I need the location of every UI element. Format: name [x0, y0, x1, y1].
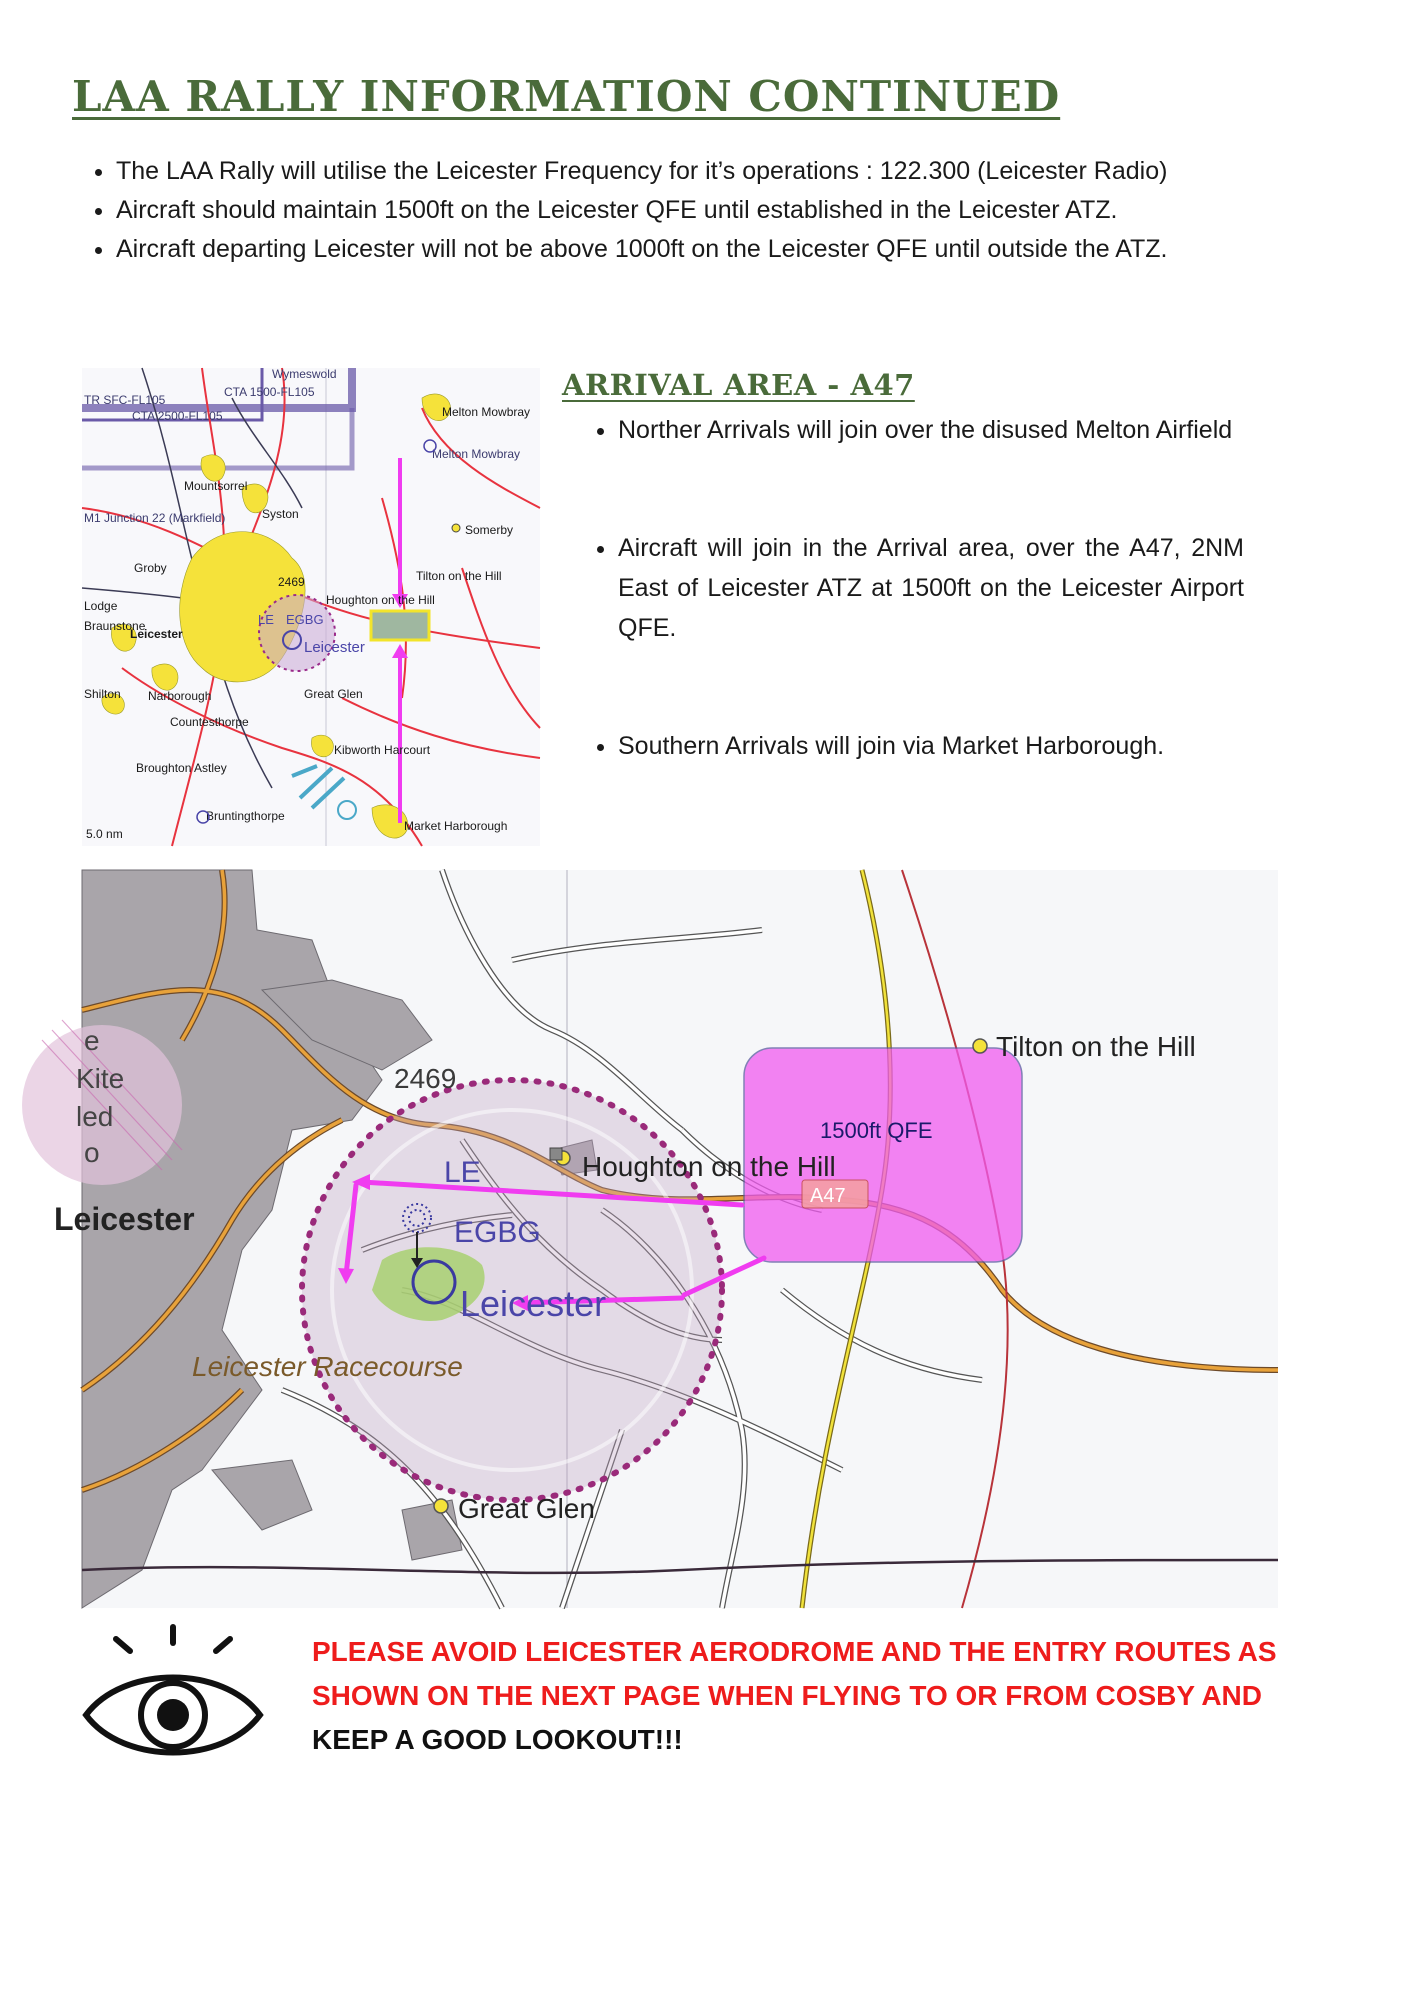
large-map-label-tilton: Tilton on the Hill — [996, 1031, 1196, 1062]
small-map-label-broughton: Broughton Astley — [136, 761, 227, 775]
large-map-label-edge-e: e — [84, 1025, 100, 1056]
small-map-label-melton: Melton Mowbray — [442, 405, 531, 419]
small-map-label-alt: 2469 — [278, 575, 305, 589]
large-map-label-egbg: EGBG — [454, 1216, 541, 1249]
small-map-label-tilton: Tilton on the Hill — [416, 569, 502, 583]
small-map-label-countesthorpe: Countesthorpe — [170, 715, 249, 729]
small-map-label-somerby: Somerby — [465, 523, 514, 537]
small-map-label-great-glen: Great Glen — [304, 687, 363, 701]
small-map-label-shilton: Shilton — [84, 687, 121, 701]
large-map-label-edge-o: o — [84, 1137, 100, 1168]
bullet-frequency: • The LAA Rally will utilise the Leicester Frequency for it’s operations : 122.300 (Leicester Radio) — [116, 152, 1318, 191]
warning-red-text: PLEASE AVOID LEICESTER AERODROME AND THE ENTRY ROUTES AS SHOWN ON THE NEXT PAGE WHEN FLYING TO OR FROM COSBY AND — [312, 1636, 1277, 1711]
large-map-label-racecourse: Leicester Racecourse — [192, 1351, 463, 1382]
small-map-label-leicester-city: Leicester — [130, 627, 183, 641]
large-map-label-road: A47 — [810, 1185, 846, 1207]
small-map-label-bruntingthorpe: Bruntingthorpe — [206, 809, 285, 823]
small-map-label-sfc: TR SFC-FL105 — [84, 393, 166, 407]
small-map-label-houghton: Houghton on the Hill — [326, 593, 435, 607]
small-map-label-narborough: Narborough — [148, 689, 212, 703]
arrival-area-title: ARRIVAL AREA - A47 — [562, 368, 915, 402]
arrival-a47: • Aircraft will join in the Arrival area, over the A47, 2NM East of Leicester ATZ at 1500ft on the Leicester Airport QFE. — [618, 528, 1244, 648]
small-map-label-cta2: CTA 2500-FL105 — [132, 409, 223, 423]
eye-icon — [78, 1625, 268, 1765]
large-map-label-area-alt: 1500ft QFE — [820, 1118, 933, 1143]
small-map-label-leicester-ad: Leicester — [304, 639, 365, 656]
small-map-label-scale: 5.0 nm — [86, 827, 123, 841]
arrival-southern: • Southern Arrivals will join via Market Harborough. — [618, 726, 1244, 766]
large-map-label-edge-led: led — [76, 1101, 114, 1132]
page-title: LAA RALLY INFORMATION CONTINUED — [72, 72, 1061, 121]
small-map-label-market-harborough: Market Harborough — [404, 819, 508, 833]
large-map-label-leicester-ad: Leicester — [460, 1283, 607, 1324]
large-map-label-houghton: Houghton on the Hill — [582, 1151, 836, 1182]
small-map-graphic — [82, 368, 540, 846]
arrival-northern: • Norther Arrivals will join over the disused Melton Airfield — [618, 410, 1244, 450]
large-map-graphic — [54, 870, 1278, 1608]
small-map-label-le: LE — [258, 612, 274, 627]
small-arrival-map — [82, 368, 540, 846]
small-map-label-junction: M1 Junction 22 (Markfield) — [84, 511, 226, 525]
small-map-label-cta1: CTA 1500-FL105 — [224, 385, 315, 399]
large-map-label-leicester-city: Leicester — [54, 1201, 195, 1237]
large-map-label-alt: 2469 — [394, 1063, 457, 1094]
small-map-label-groby: Groby — [134, 561, 167, 575]
large-map-label-le: LE — [444, 1156, 481, 1189]
small-map-label-kibworth: Kibworth Harcourt — [334, 743, 431, 757]
small-map-label-glenfield: Lodge — [84, 599, 118, 613]
large-map-label-kite: Kite — [76, 1063, 125, 1094]
small-map-label-syston: Syston — [262, 507, 299, 521]
small-map-label-braunstone: Braunstone — [84, 619, 146, 633]
bullet-maintain-height: • Aircraft should maintain 1500ft on the Leicester QFE until established in the Leicester ATZ. — [116, 191, 1318, 230]
warning-text — [312, 1630, 1322, 1762]
bullet-departing: • Aircraft departing Leicester will not be above 1000ft on the Leicester QFE until outside the ATZ. — [116, 230, 1318, 269]
small-map-label-mountsorrel: Mountsorrel — [184, 479, 248, 493]
info-bullet-list — [82, 152, 1318, 269]
small-map-label-egbg: EGBG — [286, 612, 324, 627]
large-arrival-map — [54, 870, 1278, 1608]
arrival-bullet-list — [584, 410, 1244, 766]
warning-lookout-text: KEEP A GOOD LOOKOUT!!! — [312, 1724, 683, 1755]
small-map-label-melton-airfield: Melton Mowbray — [432, 447, 521, 461]
small-map-label-wymeswold: Wymeswold — [272, 367, 337, 381]
large-map-label-great-glen: Great Glen — [458, 1493, 595, 1524]
